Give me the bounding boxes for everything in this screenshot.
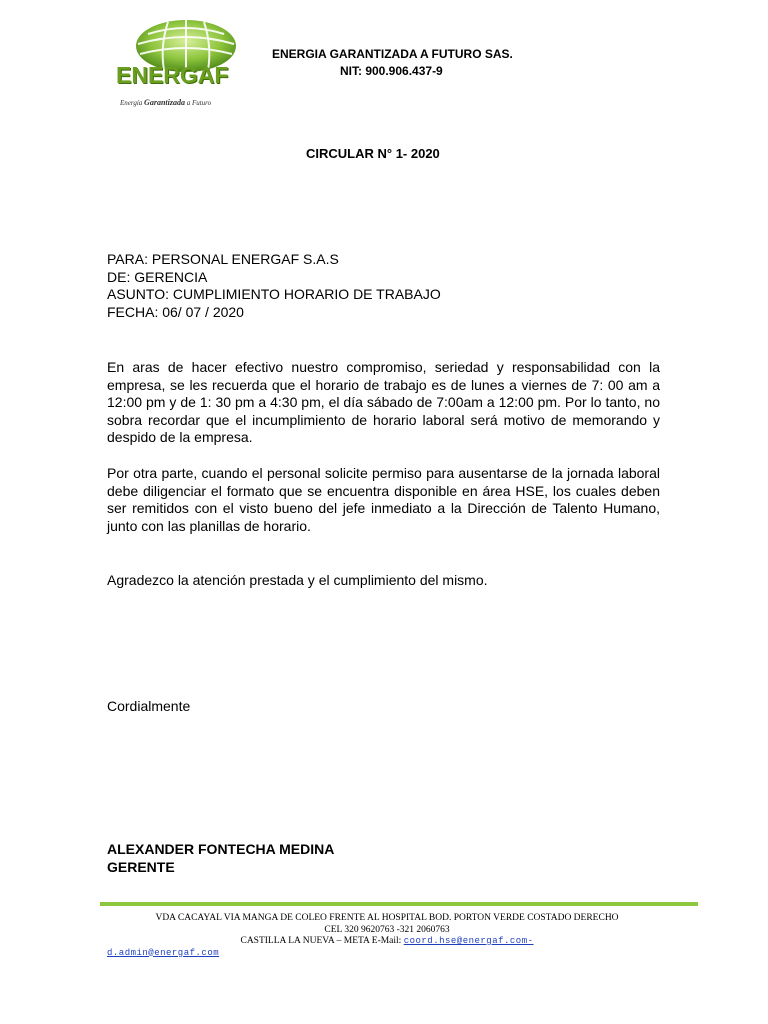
logo-tagline: Energía Garantizada a Futuro — [120, 98, 212, 107]
email-link-continued[interactable]: d.admin@energaf.com — [107, 947, 220, 958]
footer-phone: CEL 320 9620763 -321 2060763 — [324, 924, 450, 935]
body-paragraph-2: Por otra parte, cuando el personal solicite permiso para ausentarse de la jornada laboral debe diligenciar el formato que se encuentra disponible en área HSE, los cuales deben ser remitidos con el visto bueno del jefe inmediato a la Dirección de Talento Humano, junto con las planillas de horario. — [107, 465, 660, 534]
signer-name: ALEXANDER FONTECHA MEDINA — [107, 841, 335, 857]
company-name: ENERGIA GARANTIZADA A FUTURO SAS. — [272, 47, 513, 61]
company-nit: NIT: 900.906.437-9 — [340, 64, 443, 78]
signature-block — [107, 840, 334, 876]
memo-to: PARA: PERSONAL ENERGAF S.A.S — [107, 251, 339, 267]
closing-salutation: Cordialmente — [107, 698, 191, 714]
memo-date: FECHA: 06/ 07 / 2020 — [107, 303, 244, 320]
memo-header — [107, 251, 441, 321]
signer-role: GERENTE — [107, 859, 175, 875]
company-logo — [108, 16, 268, 107]
footer — [107, 913, 667, 959]
memo-subject: ASUNTO: CUMPLIMIENTO HORARIO DE TRABAJO — [107, 286, 441, 302]
memo-from: DE: GERENCIA — [107, 268, 208, 285]
body-paragraph-1: En aras de hacer efectivo nuestro compromiso, seriedad y responsabilidad con la empresa, se les recuerda que el horario de trabajo es de lunes a viernes de 7: 00 am a 12:00 pm y de 1: 30 pm a 4:30 pm, el día sábado de 7:00am a 12:00 pm. Por lo tanto, no sobra recordar que el incumplimiento de horario laboral será motivo de memorando y despido de la empresa. — [107, 359, 660, 445]
footer-divider — [100, 902, 698, 906]
logo-wordmark: ENERGAF — [116, 62, 229, 88]
footer-location: CASTILLA LA NUEVA – META E-Mail: — [240, 936, 404, 946]
footer-address: VDA CACAYAL VIA MANGA DE COLEO FRENTE AL HOSPITAL BOD. PORTON VERDE COSTADO DERECHO — [155, 913, 619, 923]
footer-location-line — [107, 936, 667, 948]
body-paragraph-3: Agradezco la atención prestada y el cumplimiento del mismo. — [107, 572, 488, 588]
email-link[interactable]: coord.hse@energaf.com- — [403, 936, 534, 946]
document-title: CIRCULAR N° 1- 2020 — [306, 146, 440, 161]
